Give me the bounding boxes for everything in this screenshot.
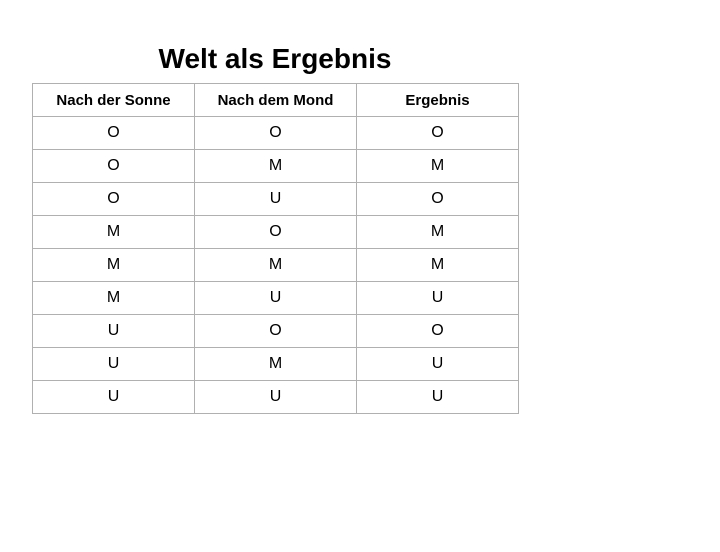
cell-ergebnis: O <box>357 117 519 150</box>
table-row <box>33 282 519 315</box>
table-row <box>33 348 519 381</box>
cell-mond: U <box>195 282 357 315</box>
cell-ergebnis: O <box>357 315 519 348</box>
cell-sonne: U <box>33 381 195 414</box>
cell-ergebnis: U <box>357 348 519 381</box>
cell-sonne: M <box>33 249 195 282</box>
cell-ergebnis: O <box>357 183 519 216</box>
table-row <box>33 315 519 348</box>
cell-mond: U <box>195 183 357 216</box>
cell-sonne: M <box>33 216 195 249</box>
header-nach-der-sonne: Nach der Sonne <box>33 84 195 117</box>
cell-ergebnis: M <box>357 216 519 249</box>
table-row <box>33 117 519 150</box>
cell-sonne: U <box>33 315 195 348</box>
cell-mond: O <box>195 216 357 249</box>
cell-mond: O <box>195 117 357 150</box>
cell-mond: U <box>195 381 357 414</box>
table-row <box>33 183 519 216</box>
table-header-row <box>33 84 519 117</box>
cell-ergebnis: U <box>357 381 519 414</box>
cell-mond: M <box>195 348 357 381</box>
cell-sonne: M <box>33 282 195 315</box>
header-nach-dem-mond: Nach dem Mond <box>195 84 357 117</box>
cell-ergebnis: U <box>357 282 519 315</box>
cell-ergebnis: M <box>357 150 519 183</box>
cell-mond: M <box>195 150 357 183</box>
cell-sonne: O <box>33 183 195 216</box>
table-row <box>33 381 519 414</box>
slide-title: Welt als Ergebnis <box>158 43 392 74</box>
table-row <box>33 249 519 282</box>
cell-ergebnis: M <box>357 249 519 282</box>
header-ergebnis: Ergebnis <box>357 84 519 117</box>
table-row <box>33 150 519 183</box>
result-table <box>32 83 519 414</box>
cell-sonne: O <box>33 150 195 183</box>
cell-mond: M <box>195 249 357 282</box>
cell-sonne: O <box>33 117 195 150</box>
table-row <box>33 216 519 249</box>
cell-sonne: U <box>33 348 195 381</box>
cell-mond: O <box>195 315 357 348</box>
